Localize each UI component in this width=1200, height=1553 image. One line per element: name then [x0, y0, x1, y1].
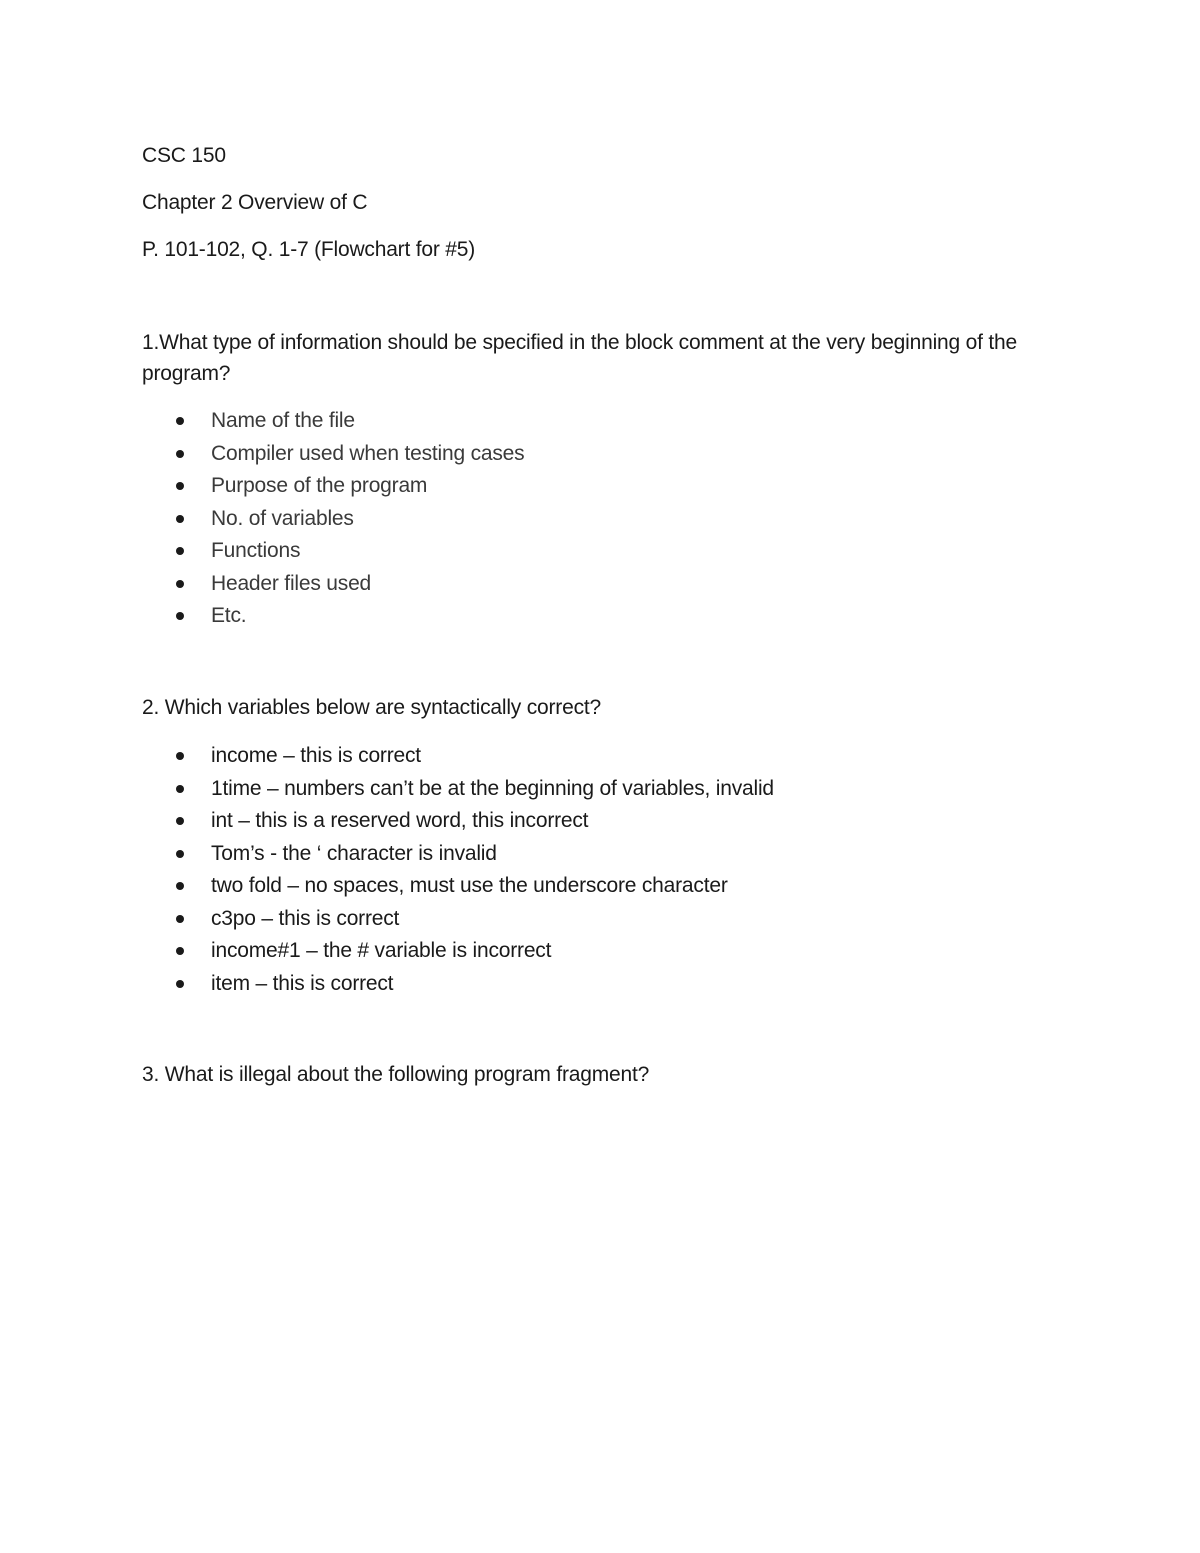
- bullet-icon: [176, 817, 184, 825]
- bullet-icon: [176, 482, 184, 490]
- bullet-icon: [176, 947, 184, 955]
- bullet-icon: [176, 580, 184, 588]
- bullet-icon: [176, 612, 184, 620]
- bullet-icon: [176, 547, 184, 555]
- chapter-title: Chapter 2 Overview of C: [142, 191, 368, 214]
- bullet-icon: [176, 515, 184, 523]
- bullet-icon: [176, 417, 184, 425]
- page-reference: P. 101-102, Q. 1-7 (Flowchart for #5): [142, 238, 476, 261]
- bullet-icon: [176, 915, 184, 923]
- document-page: CSC 150 Chapter 2 Overview of C P. 101-102, Q. 1-7 (Flowchart for #5) 1.What type of information should be specified in the block comment at the very beginning of the program? Name of the file Compiler used when testing cases Purpose of the program No. of variables Functions Header files used Etc. 2. Which variables below are syntactically correct? income – this is correct 1time – numbers can’t be at the beginning of variables, invalid int – this is a reserved word, this incorrect Tom’s - the ‘ character is invalid two fold – no spaces, must use the underscore character c3po – this is correct income#1 – the # variable is incorrect item – this is correct 3. What is illegal about the following program fragment?: [0, 0, 1200, 1553]
- course-title: CSC 150: [142, 144, 226, 167]
- question-2: 2. Which variables below are syntactically correct?: [142, 696, 601, 719]
- bullet-icon: [176, 882, 184, 890]
- bullet-icon: [176, 450, 184, 458]
- bullet-icon: [176, 850, 184, 858]
- bullet-icon: [176, 752, 184, 760]
- bullet-icon: [176, 980, 184, 988]
- question-1: 1.What type of information should be specified in the block comment at the very beginning of the program?: [142, 331, 1017, 385]
- question-3: 3. What is illegal about the following program fragment?: [142, 1063, 650, 1086]
- bullet-icon: [176, 785, 184, 793]
